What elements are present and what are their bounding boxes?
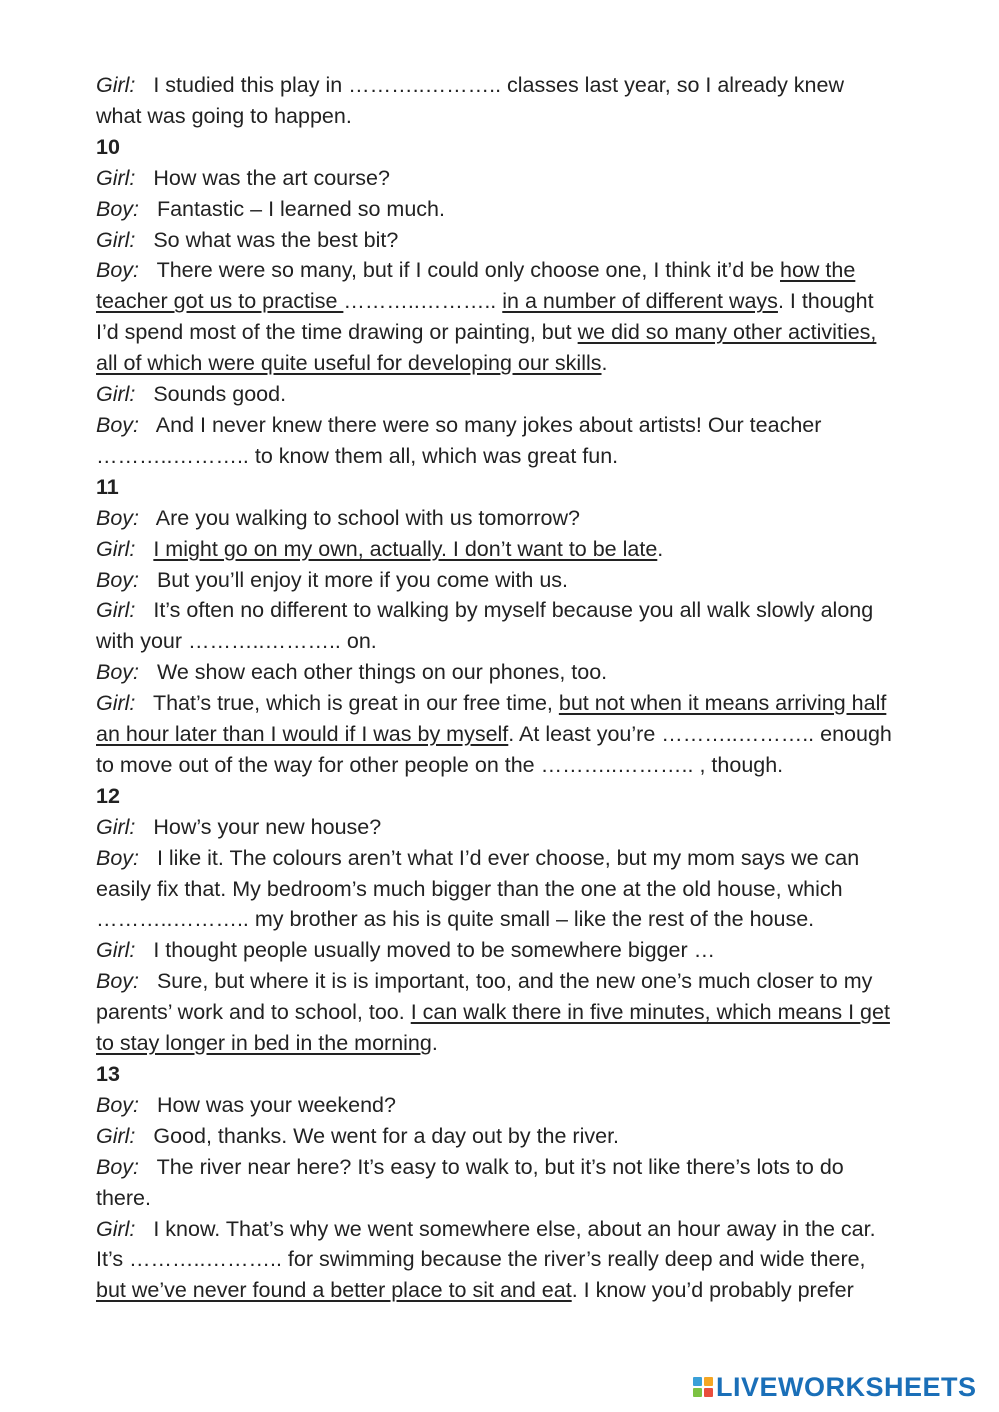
- speaker-label: Boy:: [96, 969, 140, 994]
- dialogue-line: [96, 1121, 952, 1152]
- dialogue-continuation: [96, 348, 952, 379]
- speaker-label: Girl:: [96, 382, 136, 407]
- underlined-text: but not when it means arriving half: [558, 691, 887, 716]
- line-text: ………..……….. my brother as his is quite small – like the rest of the house.: [96, 907, 815, 932]
- speaker-label: Girl:: [96, 536, 136, 561]
- dialogue-line: [96, 688, 952, 719]
- dialogue-continuation: [96, 874, 952, 905]
- line-text: We show each other things on our phones, too.: [156, 660, 608, 685]
- dialogue-line: [96, 70, 952, 101]
- line-text: . I thought: [777, 289, 874, 314]
- dialogue-continuation: [96, 1183, 952, 1214]
- line-text: That’s true, which is great in our free time,: [152, 691, 559, 716]
- speaker-label: Girl:: [96, 227, 136, 252]
- line-text: I thought people usually moved to be somewhere bigger …: [153, 938, 716, 963]
- line-text: ………..………..: [343, 289, 503, 314]
- line-text: easily fix that. My bedroom’s much bigger than the one at the old house, which: [96, 876, 843, 901]
- dialogue-line: [96, 1090, 952, 1121]
- speaker-label: Boy:: [96, 845, 140, 870]
- dialogue-line: [96, 534, 952, 565]
- speaker-label: Girl:: [96, 1123, 136, 1148]
- line-text: Fantastic – I learned so much.: [156, 196, 445, 221]
- line-text: parents’ work and to school, too.: [96, 1000, 411, 1025]
- line-text: How was the art course?: [153, 165, 390, 190]
- liveworksheets-logo-text: LIVEWORKSHEETS: [716, 1372, 977, 1402]
- line-text: There were so many, but if I could only choose one, I think it’d be: [156, 258, 781, 283]
- underlined-text: I can walk there in five minutes, which means I get: [410, 1000, 890, 1025]
- logo-square-4: [704, 1388, 713, 1397]
- line-text: It’s ………..……….. for swimming because the river’s really deep and wide there,: [96, 1247, 866, 1272]
- dialogue-line: [96, 935, 952, 966]
- speaker-label: Girl:: [96, 814, 136, 839]
- line-text: there.: [96, 1185, 151, 1210]
- speaker-label: Girl:: [96, 165, 136, 190]
- line-text: what was going to happen.: [96, 103, 352, 128]
- line-text: It’s often no different to walking by myself because you all walk slowly along: [153, 598, 874, 623]
- question-number: [96, 472, 952, 503]
- line-text: I know. That’s why we went somewhere else, about an hour away in the car.: [153, 1216, 876, 1241]
- worksheet-page: [96, 70, 952, 1306]
- line-text: So what was the best bit?: [153, 227, 399, 252]
- dialogue-continuation: [96, 101, 952, 132]
- line-text: ………..……….. to know them all, which was great fun.: [96, 443, 619, 468]
- line-text: to move out of the way for other people on the ………..……….. , though.: [96, 752, 784, 777]
- line-text: 11: [96, 474, 119, 499]
- logo-square-2: [704, 1377, 713, 1386]
- speaker-label: Girl:: [96, 598, 136, 623]
- line-text: Sure, but where it is is important, too, and the new one’s much closer to my: [156, 969, 873, 994]
- dialogue-continuation: [96, 441, 952, 472]
- dialogue-line: [96, 657, 952, 688]
- line-text: with your ………..……….. on.: [96, 629, 377, 654]
- underlined-text: how the: [780, 258, 856, 283]
- liveworksheets-footer: [693, 1371, 977, 1403]
- speaker-label: Girl:: [96, 73, 136, 97]
- dialogue-continuation: [96, 286, 952, 317]
- line-text: 12: [96, 783, 120, 808]
- underlined-text: but we’ve never found a better place to sit and eat: [96, 1278, 572, 1303]
- logo-square-1: [693, 1377, 702, 1386]
- line-text: 10: [96, 134, 120, 159]
- line-text: Good, thanks. We went for a day out by the river.: [153, 1123, 620, 1148]
- dialogue-line: [96, 503, 952, 534]
- dialogue-line: [96, 379, 952, 410]
- line-text: 13: [96, 1062, 120, 1086]
- dialogue-continuation: [96, 750, 952, 781]
- dialogue-line: [96, 410, 952, 441]
- dialogue-continuation: [96, 719, 952, 750]
- underlined-text: I might go on my own, actually. I don’t want to be late: [153, 536, 658, 561]
- speaker-label: Boy:: [96, 660, 140, 685]
- line-text: But you’ll enjoy it more if you come with us.: [156, 567, 569, 592]
- dialogue-continuation: [96, 1275, 952, 1306]
- line-text: The river near here? It’s easy to walk to, but it’s not like there’s lots to do: [156, 1154, 844, 1179]
- line-text: I’d spend most of the time drawing or painting, but: [96, 320, 578, 345]
- dialogue-line: [96, 565, 952, 596]
- logo-square-3: [693, 1388, 702, 1397]
- dialogue-line: [96, 225, 952, 256]
- line-text: And I never knew there were so many jokes about artists! Our teacher: [155, 412, 822, 437]
- underlined-text: teacher got us to practise: [96, 289, 344, 314]
- speaker-label: Girl:: [96, 1216, 136, 1241]
- line-text: I studied this play in ………..……….. classes last year, so I already knew: [153, 73, 844, 97]
- dialogue-continuation: [96, 626, 952, 657]
- question-number: [96, 1059, 952, 1090]
- underlined-text: an hour later than I would if I was by myself: [96, 722, 509, 747]
- line-text: Sounds good.: [153, 382, 287, 407]
- line-text: How’s your new house?: [153, 814, 382, 839]
- line-text: .: [601, 351, 608, 376]
- line-text: Are you walking to school with us tomorrow?: [155, 505, 580, 530]
- dialogue-line: [96, 812, 952, 843]
- dialogue-continuation: [96, 1028, 952, 1059]
- line-text: .: [431, 1031, 438, 1056]
- speaker-label: Boy:: [96, 1092, 140, 1117]
- dialogue-continuation: [96, 1244, 952, 1275]
- underlined-text: in a number of different ways: [502, 289, 778, 314]
- speaker-label: Girl:: [96, 938, 136, 963]
- dialogue-line: [96, 595, 952, 626]
- liveworksheets-logo-icon: [693, 1377, 713, 1397]
- speaker-label: Boy:: [96, 412, 140, 437]
- question-number: [96, 132, 952, 163]
- underlined-text: all of which were quite useful for developing our skills: [96, 351, 602, 376]
- dialogue-line: [96, 255, 952, 286]
- dialogue-line: [96, 194, 952, 225]
- speaker-label: Boy:: [96, 567, 140, 592]
- dialogue-line: [96, 1214, 952, 1245]
- dialogue-line: [96, 966, 952, 997]
- dialogue-continuation: [96, 997, 952, 1028]
- speaker-label: Boy:: [96, 258, 140, 283]
- speaker-label: Boy:: [96, 196, 140, 221]
- speaker-label: Girl:: [96, 691, 136, 716]
- speaker-label: Boy:: [96, 505, 140, 530]
- underlined-text: to stay longer in bed in the morning: [96, 1031, 432, 1056]
- line-text: . I know you’d probably prefer: [571, 1278, 854, 1303]
- question-number: [96, 781, 952, 812]
- line-text: . At least you’re ………..……….. enough: [508, 722, 892, 747]
- line-text: How was your weekend?: [156, 1092, 396, 1117]
- dialogue-continuation: [96, 904, 952, 935]
- dialogue-line: [96, 843, 952, 874]
- dialogue-line: [96, 1152, 952, 1183]
- dialogue-line: [96, 163, 952, 194]
- underlined-text: we did so many other activities,: [577, 320, 877, 345]
- speaker-label: Boy:: [96, 1154, 140, 1179]
- line-text: I like it. The colours aren’t what I’d ever choose, but my mom says we can: [156, 845, 860, 870]
- dialogue-continuation: [96, 317, 952, 348]
- line-text: .: [657, 536, 664, 561]
